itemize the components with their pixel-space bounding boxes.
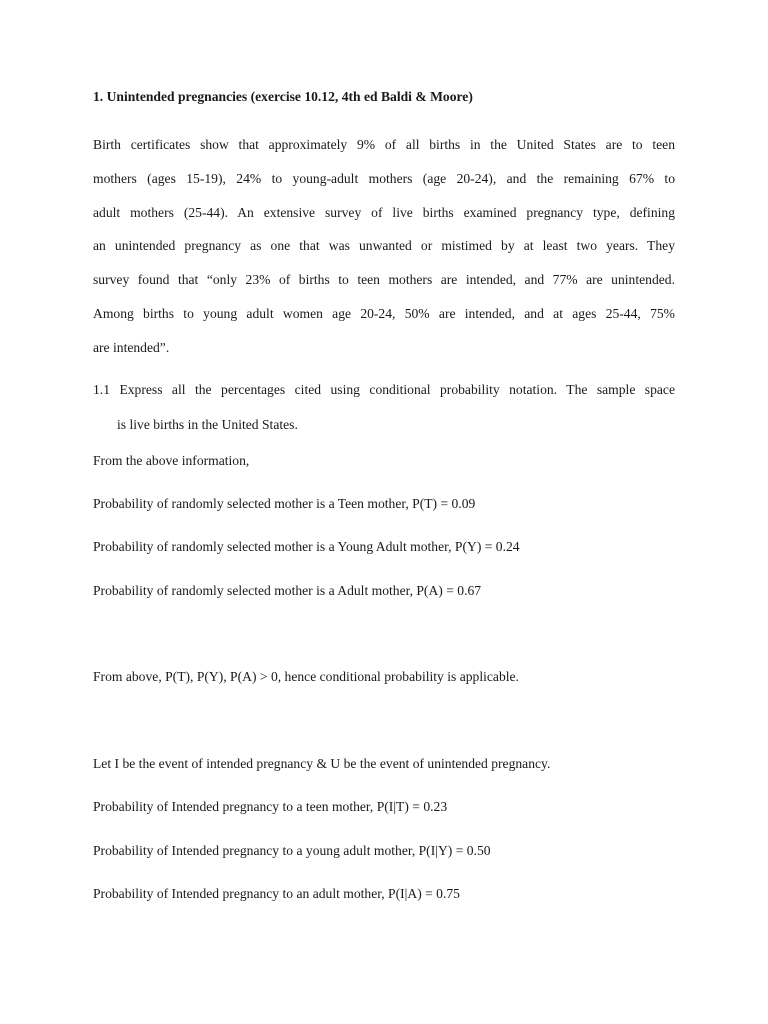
intro-line: mothers (ages 15-19), 24% to young-adult mothers (age 20-24), and the remaining 67% to: [93, 170, 675, 186]
intended-young-text: Probability of Intended pregnancy to a young adult mother, P(I|Y) = 0.50: [93, 843, 491, 858]
intended-adult-text: Probability of Intended pregnancy to an adult mother, P(I|A) = 0.75: [93, 886, 460, 901]
events-definition-text: Let I be the event of intended pregnancy & U be the event of unintended pregnancy.: [93, 756, 551, 771]
question-1-1: [93, 373, 675, 442]
question-line: is live births in the United States.: [117, 416, 298, 432]
intro-paragraph: [93, 128, 675, 365]
intro-line: adult mothers (25-44). An extensive survey of live births examined pregnancy type, defining: [93, 204, 675, 220]
prob-teen-text: Probability of randomly selected mother is a Teen mother, P(T) = 0.09: [93, 496, 476, 511]
intro-line: are intended”.: [93, 339, 170, 355]
applicable-text: From above, P(T), P(Y), P(A) > 0, hence conditional probability is applicable.: [93, 669, 519, 684]
question-line: 1.1 Express all the percentages cited using conditional probability notation. The sample space: [93, 382, 675, 397]
intro-line: survey found that “only 23% of births to teen mothers are intended, and 77% are unintended.: [93, 272, 675, 288]
exercise-title: 1. Unintended pregnancies (exercise 10.12, 4th ed Baldi & Moore): [93, 89, 473, 104]
from-above-text: From the above information,: [93, 453, 250, 468]
intro-line: Among births to young adult women age 20-24, 50% are intended, and at ages 25-44, 75%: [93, 305, 675, 321]
intro-line: Birth certificates show that approximately 9% of all births in the United States are to teen: [93, 137, 675, 152]
intro-line: an unintended pregnancy as one that was unwanted or mistimed by at least two years. They: [93, 238, 675, 254]
intended-teen-text: Probability of Intended pregnancy to a teen mother, P(I|T) = 0.23: [93, 799, 448, 814]
prob-young-text: Probability of randomly selected mother is a Young Adult mother, P(Y) = 0.24: [93, 539, 520, 554]
document-page: [93, 0, 675, 1024]
prob-adult-text: Probability of randomly selected mother is a Adult mother, P(A) = 0.67: [93, 583, 482, 598]
